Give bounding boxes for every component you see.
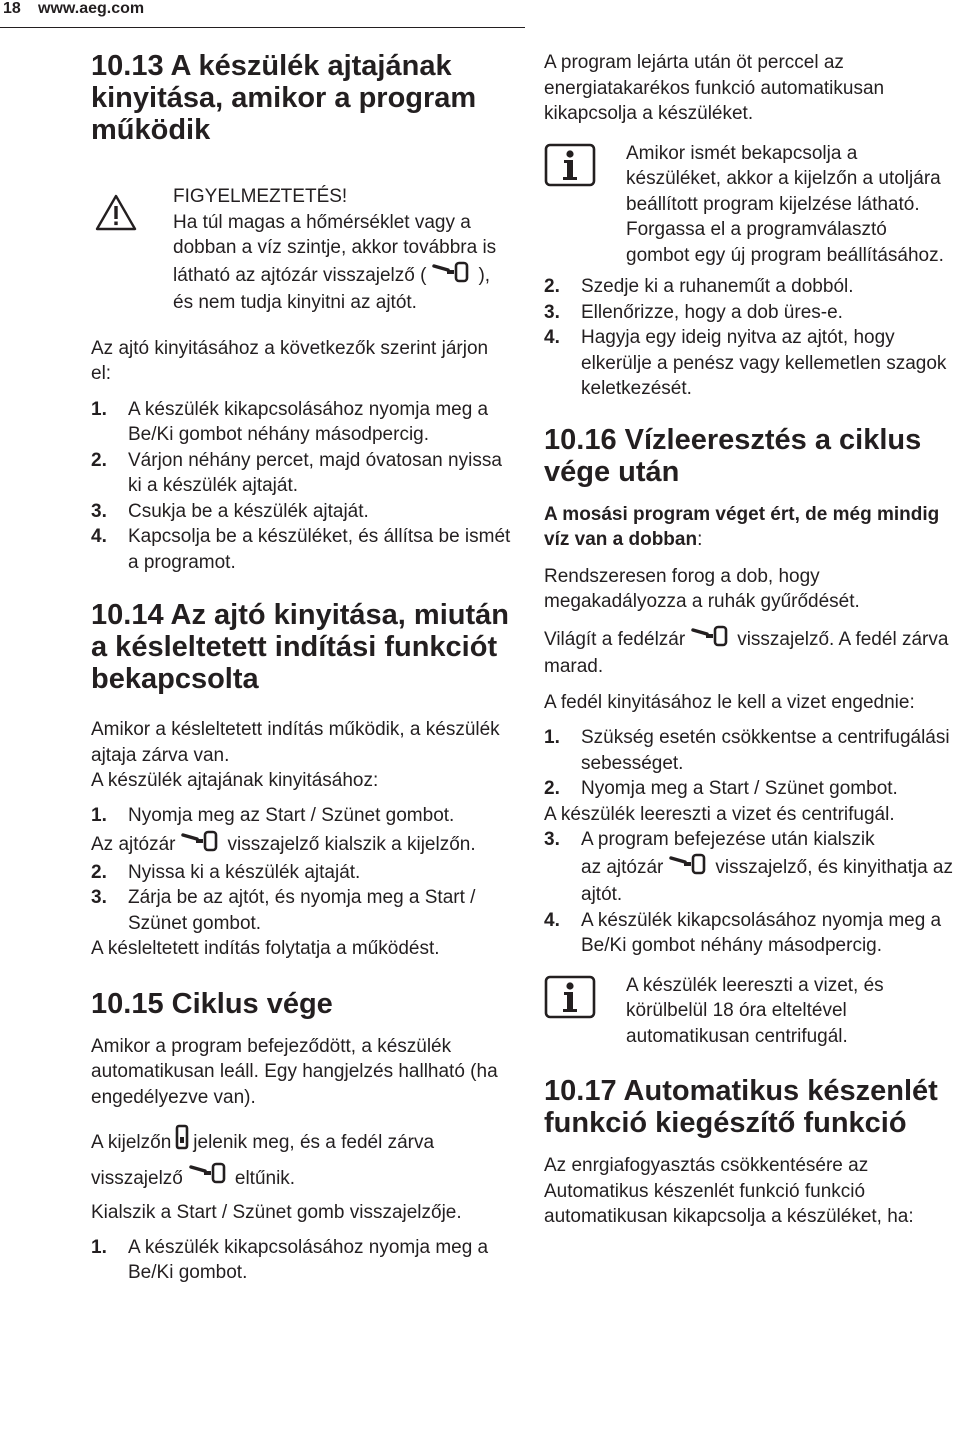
- section-10-14-step-1: [91, 803, 511, 829]
- door-lock-icon: [189, 1162, 229, 1196]
- list-item: 2. Várjon néhány percet, majd óvatosan nyissa ki a készülék ajtaját.: [91, 449, 502, 496]
- info-note: [544, 141, 954, 269]
- list-item: 4. A készülék kikapcsolásához nyomja meg a Be/Ki gombot néhány másodpercig.: [544, 909, 942, 956]
- warning-block: [91, 184, 511, 316]
- section-10-16-p4: A készülék leereszti a vizet és centrifugál.: [544, 803, 895, 825]
- header-url[interactable]: www.aeg.com: [38, 0, 145, 17]
- section-10-17-title: 10.17 Automatikus készenlét funkció kiegészítő funkció: [544, 1075, 938, 1139]
- warning-text-start: Ha túl magas a hőmérséklet vagy a dobban a víz szintje, akkor továbbra is látható az ajtózár visszajelző (: [173, 211, 497, 286]
- info-icon: [544, 975, 596, 1027]
- section-10-13-steps: [91, 397, 511, 576]
- section-10-16-p2: Világít a fedélzár visszajelző. A fedél zárva marad.: [544, 625, 954, 680]
- list-item: 3. Zárja be az ajtót, és nyomja meg a Start / Szünet gombot.: [91, 887, 476, 934]
- door-lock-icon: [181, 830, 221, 860]
- list-item: 3. Csukja be a készülék ajtaját.: [91, 500, 369, 522]
- lid-lock-icon: [691, 625, 731, 655]
- list-item: 1. A készülék kikapcsolásához nyomja meg a Be/Ki gombot néhány másodpercig.: [91, 398, 489, 445]
- door-lock-icon: [432, 261, 472, 291]
- section-10-15-p2: A kijelzőn jelenik meg, és a fedél zárva visszajelző eltűnik.: [91, 1124, 511, 1196]
- right-column: [544, 50, 954, 1230]
- info-note: [544, 973, 954, 1050]
- section-10-15-p1: Amikor a program befejeződött, a készülék automatikusan leáll. Egy hangjelzés hallható (ha engedélyezve van).: [91, 1035, 498, 1108]
- section-10-15-p3: Kialszik a Start / Szünet gomb visszajelzője.: [91, 1202, 462, 1224]
- section-10-14-title: 10.14 Az ajtó kinyitása, miután a késleltetett indítási funkciót bekapcsolta: [91, 599, 509, 695]
- list-item: 3. Ellenőrizze, hogy a dob üres-e.: [544, 301, 843, 323]
- section-10-15-step-1: [91, 1235, 511, 1286]
- section-10-16-p3: A fedél kinyitásához le kell a vizet engednie:: [544, 691, 915, 713]
- section-10-14-p1: Amikor a késleltetett indítás működik, a készülék ajtaja zárva van.: [91, 719, 500, 766]
- display-symbol-icon: [175, 1124, 189, 1162]
- list-item: 2. Nyomja meg a Start / Szünet gombot.: [544, 778, 898, 799]
- list-item: 3. A program befejezése után kialszik az ajtózár visszajelző, és kinyithatja az ajtót.: [544, 829, 953, 905]
- list-item: 2. Szedje ki a ruhaneműt a dobból.: [544, 276, 854, 297]
- section-10-17-p1: Az enrgiafogyasztás csökkentésére az Automatikus készenlét funkció funkció automatikusan kikapcsolja a készüléket, ha:: [544, 1155, 914, 1227]
- info-note-text: A készülék leereszti a vizet, és körülbelül 18 óra elteltével automatikusan centrifugál.: [626, 974, 884, 1047]
- info-icon: [544, 143, 596, 195]
- section-10-14-lock-note: Az ajtózár visszajelző kialszik a kijelzőn.: [91, 830, 511, 860]
- left-column: [91, 50, 511, 1286]
- list-item: 2. Nyissa ki a készülék ajtaját.: [91, 861, 361, 883]
- warning-icon: [95, 194, 137, 240]
- list-item: 1. Nyomja meg az Start / Szünet gombot.: [91, 804, 455, 826]
- section-10-15-title: 10.15 Ciklus vége: [91, 987, 333, 1020]
- warning-text-end: ), és nem tudja kinyitni az ajtót.: [173, 264, 491, 313]
- section-10-16-subheading: A mosási program véget ért, de még mindig víz van a dobban:: [544, 503, 940, 550]
- door-lock-icon: [669, 853, 709, 883]
- section-10-13-intro: Az ajtó kinyitásához a következők szerint járjon el:: [91, 337, 489, 384]
- header-divider: [0, 27, 525, 28]
- section-10-14-p2: A készülék ajtajának kinyitásához:: [91, 770, 379, 791]
- list-item: 1. A készülék kikapcsolásához nyomja meg a Be/Ki gombot.: [91, 1236, 489, 1284]
- section-10-14-p3: A késleltetett indítás folytatja a működést.: [91, 938, 440, 959]
- section-10-15-steps-rest: [544, 274, 954, 402]
- page-number: 18: [3, 0, 21, 17]
- section-10-14-steps-rest: [91, 860, 511, 937]
- list-item: 1. Szükség esetén csökkentse a centrifugálási sebességet.: [544, 727, 950, 774]
- section-10-16-title: 10.16 Vízleeresztés a ciklus vége után: [544, 423, 922, 488]
- section-10-16-steps-b: [544, 827, 954, 959]
- section-10-15-p4: A program lejárta után öt perccel az energiatakarékos funkció automatikusan kikapcsolja a készüléket.: [544, 52, 885, 124]
- section-10-16-p1: Rendszeresen forog a dob, hogy megakadályozza a ruhák gyűrődését.: [544, 565, 860, 612]
- warning-title: FIGYELMEZTETÉS!: [173, 186, 348, 207]
- list-item: 4. Hagyja egy ideig nyitva az ajtót, hogy elkerülje a penész vagy kellemetlen szagok keletkezését.: [544, 327, 947, 399]
- section-10-16-steps-a: [544, 725, 954, 802]
- list-item: 4. Kapcsolja be a készüléket, és állítsa be ismét a programot.: [91, 526, 511, 573]
- info-note-text: Amikor ismét bekapcsolja a készüléket, akkor a kijelzőn a utoljára beállított program kijelzése látható. Forgassa el a programválasztó gombot egy új program beállításához.: [626, 142, 944, 266]
- section-10-13-title: 10.13 A készülék ajtajának kinyitása, amikor a program működik: [91, 50, 477, 146]
